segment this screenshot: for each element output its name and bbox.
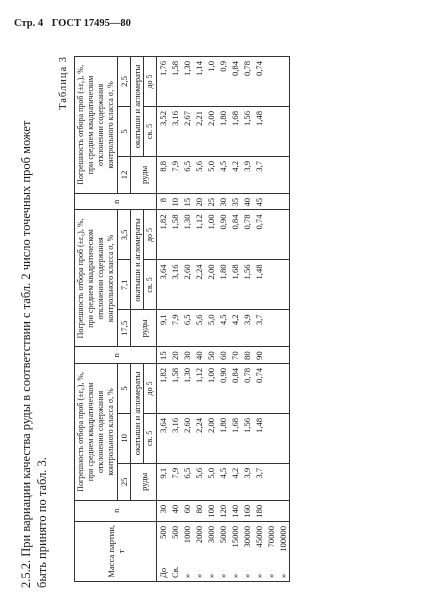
col-n-header-1: n	[75, 500, 157, 521]
table-body	[157, 57, 290, 582]
mass-prefix: »	[218, 573, 228, 578]
sigma-1-1: 25	[118, 463, 131, 500]
mass-prefix: »	[230, 573, 240, 578]
n-cell: 40	[241, 193, 253, 210]
error-cell: 0,9	[217, 57, 229, 107]
error-cell: 1,00	[205, 363, 217, 413]
error-cell: 5,6	[193, 463, 205, 500]
error-cell: 1,0	[205, 57, 217, 107]
mass-cell	[217, 521, 229, 581]
n-cell: 45	[253, 193, 265, 210]
error-cell: 2,00	[205, 260, 217, 310]
mass-value: 15000	[230, 526, 240, 548]
error-cell	[265, 260, 277, 310]
range-2-upto: до 5	[144, 210, 157, 260]
error-cell: 1,58	[169, 57, 181, 107]
mass-value: 70000	[266, 526, 276, 548]
error-cell	[277, 463, 290, 500]
error-cell	[277, 107, 290, 157]
n-cell: 90	[253, 347, 265, 364]
mass-prefix: »	[266, 573, 276, 578]
error-cell: 1,58	[169, 210, 181, 260]
range-3-over: св. 5	[144, 107, 157, 157]
error-cell: 3,9	[241, 463, 253, 500]
error-cell: 7,9	[169, 310, 181, 347]
error-cell: 1,48	[253, 413, 265, 463]
mass-cell	[265, 521, 277, 581]
error-cell: 2,00	[205, 413, 217, 463]
error-cell: 0,84	[229, 210, 241, 260]
error-cell: 0,74	[253, 363, 265, 413]
error-cell: 1,12	[193, 210, 205, 260]
error-cell	[265, 210, 277, 260]
n-cell: 160	[241, 500, 253, 521]
error-cell: 9,1	[157, 463, 170, 500]
col-n-header-2: n	[75, 347, 157, 364]
mass-cell	[169, 521, 181, 581]
col-n-header-3: n	[75, 193, 157, 210]
error-cell: 3,9	[241, 156, 253, 193]
error-cell	[277, 363, 290, 413]
table-row	[217, 57, 229, 582]
n-cell: 30	[217, 193, 229, 210]
error-cell: 6,5	[181, 310, 193, 347]
error-cell: 0,90	[217, 210, 229, 260]
error-cell: 3,7	[253, 310, 265, 347]
mass-prefix: »	[242, 573, 252, 578]
n-cell	[265, 347, 277, 364]
error-cell: 0,90	[217, 363, 229, 413]
mass-cell	[181, 521, 193, 581]
error-cell: 0,74	[253, 210, 265, 260]
error-cell: 3,7	[253, 156, 265, 193]
n-cell	[277, 347, 290, 364]
error-cell: 3,52	[157, 107, 170, 157]
error-cell: 4,2	[229, 310, 241, 347]
n-cell: 30	[157, 500, 170, 521]
error-cell: 1,56	[241, 107, 253, 157]
error-cell: 1,58	[169, 363, 181, 413]
error-cell: 2,60	[181, 260, 193, 310]
mass-value: 500	[158, 526, 168, 539]
error-cell: 1,82	[157, 210, 170, 260]
mass-value: 3000	[206, 526, 216, 544]
n-cell	[277, 193, 290, 210]
table-caption: Таблица 3	[58, 56, 69, 110]
ore-2: руды	[131, 310, 157, 347]
error-cell: 1,14	[193, 57, 205, 107]
mass-value: 5000	[218, 526, 228, 544]
n-cell: 70	[229, 347, 241, 364]
error-cell: 4,5	[217, 463, 229, 500]
n-cell: 50	[205, 347, 217, 364]
sigma-3-2: 5	[118, 107, 131, 157]
error-cell: 0,84	[229, 57, 241, 107]
error-cell: 3,9	[241, 310, 253, 347]
error-cell: 1,30	[181, 363, 193, 413]
error-cell: 2,24	[193, 413, 205, 463]
ore-3: руды	[131, 156, 157, 193]
group-2-title: Погрешность отбора проб (±ε₀), %, при среднем квадратическом отклонении содержания контрольного класса σ, %	[75, 210, 118, 347]
n-cell: 10	[169, 193, 181, 210]
error-cell: 5,0	[205, 156, 217, 193]
error-cell: 7,9	[169, 156, 181, 193]
page-number: Стр. 4	[14, 18, 44, 29]
mass-prefix: »	[206, 573, 216, 578]
n-cell: 8	[157, 193, 170, 210]
n-cell: 30	[181, 347, 193, 364]
error-cell: 1,68	[229, 107, 241, 157]
sigma-3-3: 2,5	[118, 57, 131, 107]
error-cell: 3,16	[169, 260, 181, 310]
error-cell	[277, 210, 290, 260]
page-header	[14, 18, 131, 29]
mass-value: 100000	[278, 526, 288, 552]
table-row	[181, 57, 193, 582]
mass-cell	[229, 521, 241, 581]
sigma-2-3: 3,5	[118, 210, 131, 260]
error-cell	[265, 413, 277, 463]
error-cell: 8,8	[157, 156, 170, 193]
pellets-1: окатыши и агломераты	[131, 363, 144, 463]
error-cell: 0,74	[253, 57, 265, 107]
error-cell: 1,68	[229, 260, 241, 310]
n-cell: 25	[205, 193, 217, 210]
error-cell: 0,84	[229, 363, 241, 413]
error-cell: 1,56	[241, 260, 253, 310]
mass-cell	[277, 521, 290, 581]
mass-prefix: »	[194, 573, 204, 578]
range-2-over: св. 5	[144, 260, 157, 310]
mass-value: 500	[170, 526, 180, 539]
mass-prefix: До	[158, 567, 168, 578]
error-cell: 7,9	[169, 463, 181, 500]
paragraph-line-2: быть принято по табл. 3.	[35, 457, 49, 588]
group-1-title: Погрешность отбора проб (±ε₀), %, при среднем квадратическом отклонении содержания контрольного класса σ, %	[75, 363, 118, 500]
table-row	[265, 57, 277, 582]
error-cell: 1,48	[253, 107, 265, 157]
mass-cell	[193, 521, 205, 581]
table-row	[253, 57, 265, 582]
error-cell	[277, 57, 290, 107]
table-row	[229, 57, 241, 582]
n-cell: 20	[193, 193, 205, 210]
error-cell: 2,21	[193, 107, 205, 157]
error-cell: 1,76	[157, 57, 170, 107]
error-cell: 2,67	[181, 107, 193, 157]
standard-number: ГОСТ 17495—80	[51, 18, 131, 29]
table-row	[193, 57, 205, 582]
pellets-3: окатыши и агломераты	[131, 57, 144, 157]
table-row	[169, 57, 181, 582]
table-row	[157, 57, 170, 582]
sigma-3-1: 12	[118, 156, 131, 193]
mass-cell	[205, 521, 217, 581]
error-cell	[265, 363, 277, 413]
error-cell	[277, 413, 290, 463]
error-cell: 0,78	[241, 57, 253, 107]
n-cell: 15	[157, 347, 170, 364]
error-cell: 2,00	[205, 107, 217, 157]
error-cell: 5,6	[193, 156, 205, 193]
error-cell: 0,78	[241, 210, 253, 260]
table-3	[74, 56, 290, 582]
n-cell	[277, 500, 290, 521]
n-cell: 40	[193, 347, 205, 364]
group-3-title: Погрешность отбора проб (±ε₀), %, при среднем квадратическом отклонении содержания контрольного класса σ, %	[75, 57, 118, 194]
error-cell	[265, 156, 277, 193]
error-cell: 3,64	[157, 413, 170, 463]
mass-prefix: »	[278, 573, 288, 578]
ore-1: руды	[131, 463, 157, 500]
mass-prefix: Св.	[170, 566, 180, 578]
table-row	[277, 57, 290, 582]
paragraph-line-1: 2.5.2. При вариации качества руды в соответствии с табл. 2 число точечных проб может	[19, 120, 33, 588]
error-cell: 1,00	[205, 210, 217, 260]
error-cell: 1,80	[217, 107, 229, 157]
n-cell: 80	[241, 347, 253, 364]
error-cell: 1,80	[217, 413, 229, 463]
mass-prefix: »	[182, 573, 192, 578]
mass-prefix: »	[254, 573, 264, 578]
n-cell: 60	[217, 347, 229, 364]
error-cell: 4,5	[217, 156, 229, 193]
error-cell: 1,68	[229, 413, 241, 463]
range-1-over: св. 5	[144, 413, 157, 463]
error-cell: 2,60	[181, 413, 193, 463]
error-cell: 0,78	[241, 363, 253, 413]
error-cell	[265, 310, 277, 347]
error-cell: 1,48	[253, 260, 265, 310]
error-cell	[265, 57, 277, 107]
error-cell: 4,5	[217, 310, 229, 347]
n-cell	[265, 500, 277, 521]
sigma-1-3: 5	[118, 363, 131, 413]
mass-cell	[241, 521, 253, 581]
error-cell: 6,5	[181, 463, 193, 500]
sigma-2-2: 7,1	[118, 260, 131, 310]
error-cell: 5,0	[205, 310, 217, 347]
error-cell: 1,82	[157, 363, 170, 413]
error-cell: 1,30	[181, 210, 193, 260]
rotated-content	[18, 48, 410, 588]
mass-value: 1000	[182, 526, 192, 544]
error-cell: 2,24	[193, 260, 205, 310]
n-cell: 180	[253, 500, 265, 521]
error-cell: 1,12	[193, 363, 205, 413]
error-cell	[277, 260, 290, 310]
mass-cell	[157, 521, 170, 581]
sigma-1-2: 10	[118, 413, 131, 463]
error-cell: 3,16	[169, 413, 181, 463]
paragraph-2-5-2	[18, 48, 50, 588]
col-mass-header: Масса партии, т	[75, 521, 157, 581]
mass-value: 2000	[194, 526, 204, 544]
error-cell: 3,7	[253, 463, 265, 500]
error-cell: 3,64	[157, 260, 170, 310]
error-cell: 3,16	[169, 107, 181, 157]
error-cell: 4,2	[229, 156, 241, 193]
n-cell: 100	[205, 500, 217, 521]
n-cell: 120	[217, 500, 229, 521]
table-row	[241, 57, 253, 582]
error-cell	[277, 310, 290, 347]
n-cell: 20	[169, 347, 181, 364]
error-cell: 9,1	[157, 310, 170, 347]
error-cell: 1,80	[217, 260, 229, 310]
error-cell: 4,2	[229, 463, 241, 500]
sigma-2-1: 17,5	[118, 310, 131, 347]
pellets-2: окатыши и агломераты	[131, 210, 144, 310]
error-cell: 5,6	[193, 310, 205, 347]
n-cell: 35	[229, 193, 241, 210]
n-cell: 80	[193, 500, 205, 521]
table-row	[205, 57, 217, 582]
range-3-upto: до 5	[144, 57, 157, 107]
mass-cell	[253, 521, 265, 581]
error-cell	[265, 107, 277, 157]
error-cell	[277, 156, 290, 193]
error-cell	[265, 463, 277, 500]
n-cell: 40	[169, 500, 181, 521]
error-cell: 1,56	[241, 413, 253, 463]
n-cell: 15	[181, 193, 193, 210]
error-cell: 6,5	[181, 156, 193, 193]
mass-value: 45000	[254, 526, 264, 548]
error-cell: 5,0	[205, 463, 217, 500]
mass-value: 30000	[242, 526, 252, 548]
range-1-upto: до 5	[144, 363, 157, 413]
n-cell	[265, 193, 277, 210]
error-cell: 1,30	[181, 57, 193, 107]
n-cell: 140	[229, 500, 241, 521]
n-cell: 60	[181, 500, 193, 521]
